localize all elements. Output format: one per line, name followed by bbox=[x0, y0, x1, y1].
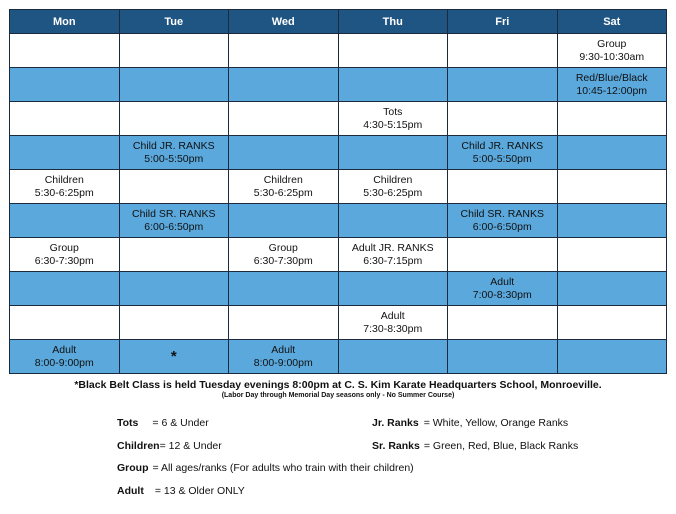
class-text: Child JR. RANKS bbox=[132, 139, 215, 152]
schedule-cell-sat bbox=[557, 272, 667, 306]
schedule-cell-mon bbox=[10, 136, 120, 170]
class-text: Child SR. RANKS bbox=[132, 207, 216, 220]
legend-term: Adult bbox=[117, 485, 144, 497]
schedule-cell-fri bbox=[448, 102, 558, 136]
schedule-cell-fri bbox=[448, 170, 558, 204]
schedule-cell-thu bbox=[338, 68, 448, 102]
class-text: Group bbox=[268, 241, 298, 254]
schedule-cell-thu bbox=[338, 102, 448, 136]
class-text: Adult bbox=[490, 275, 515, 288]
schedule-cell-sat bbox=[557, 102, 667, 136]
schedule-cell-mon bbox=[10, 34, 120, 68]
class-text: Red/Blue/Black bbox=[575, 71, 648, 84]
schedule-cell-tue bbox=[119, 68, 229, 102]
class-text: 5:30-6:25pm bbox=[34, 186, 94, 199]
class-text: 7:30-8:30pm bbox=[363, 322, 423, 335]
schedule-row bbox=[10, 272, 667, 306]
class-text: 8:00-9:00pm bbox=[34, 356, 94, 369]
schedule-cell-wed bbox=[229, 272, 339, 306]
class-text: 6:00-6:50pm bbox=[144, 220, 204, 233]
schedule-cell-mon bbox=[10, 238, 120, 272]
legend-desc: = 6 & Under bbox=[152, 417, 209, 429]
class-text: 8:00-9:00pm bbox=[253, 356, 313, 369]
legend-term: Jr. Ranks bbox=[372, 417, 419, 429]
schedule-cell-wed bbox=[229, 170, 339, 204]
day-header-mon: Mon bbox=[10, 10, 120, 34]
class-text: Children bbox=[263, 173, 303, 186]
black-belt-note: *Black Belt Class is held Tuesday evenings 8:00pm at C. S. Kim Karate Headquarters School, Monroeville. bbox=[74, 379, 602, 391]
legend-desc: = 13 & Older ONLY bbox=[154, 485, 245, 497]
class-text: 6:30-7:30pm bbox=[34, 254, 94, 267]
schedule-cell-mon bbox=[10, 306, 120, 340]
schedule-row bbox=[10, 34, 667, 68]
schedule-cell-sat bbox=[557, 238, 667, 272]
schedule-cell-sat bbox=[557, 204, 667, 238]
schedule-cell-mon bbox=[10, 340, 120, 374]
schedule-cell-fri bbox=[448, 272, 558, 306]
legend-adult bbox=[117, 485, 245, 497]
schedule-table bbox=[9, 9, 667, 374]
class-text: Child JR. RANKS bbox=[461, 139, 544, 152]
schedule-cell-sat bbox=[557, 34, 667, 68]
schedule-row bbox=[10, 68, 667, 102]
schedule-row bbox=[10, 238, 667, 272]
legend-desc: = Green, Red, Blue, Black Ranks bbox=[423, 440, 579, 452]
schedule-cell-thu bbox=[338, 204, 448, 238]
class-text: Adult bbox=[380, 309, 405, 322]
schedule-cell-fri bbox=[448, 306, 558, 340]
class-text: 4:30-5:15pm bbox=[363, 118, 423, 131]
schedule-cell-fri bbox=[448, 204, 558, 238]
schedule-cell-thu bbox=[338, 34, 448, 68]
season-note: (Labor Day through Memorial Day seasons only - No Summer Course) bbox=[221, 392, 455, 399]
class-text: 6:30-7:15pm bbox=[363, 254, 423, 267]
schedule-cell-tue bbox=[119, 238, 229, 272]
schedule-cell-thu bbox=[338, 272, 448, 306]
schedule-cell-mon bbox=[10, 170, 120, 204]
schedule-cell-wed bbox=[229, 34, 339, 68]
class-text: Adult bbox=[271, 343, 296, 356]
class-text: 6:30-7:30pm bbox=[253, 254, 313, 267]
schedule-cell-fri bbox=[448, 34, 558, 68]
class-text: 5:00-5:50pm bbox=[144, 152, 204, 165]
schedule-cell-thu bbox=[338, 238, 448, 272]
class-text: 9:30-10:30am bbox=[579, 50, 645, 63]
schedule-cell-tue bbox=[119, 306, 229, 340]
legend-desc: = White, Yellow, Orange Ranks bbox=[423, 417, 569, 429]
legend-desc: = 12 & Under bbox=[159, 440, 222, 452]
schedule-cell-wed bbox=[229, 306, 339, 340]
legend-term: Group bbox=[117, 462, 149, 474]
schedule-cell-sat bbox=[557, 68, 667, 102]
class-text: 10:45-12:00pm bbox=[576, 84, 648, 97]
schedule-cell-tue bbox=[119, 204, 229, 238]
class-text: 5:00-5:50pm bbox=[472, 152, 532, 165]
schedule-cell-sat bbox=[557, 136, 667, 170]
schedule-cell-mon bbox=[10, 68, 120, 102]
class-text: 5:30-6:25pm bbox=[363, 186, 423, 199]
legend-term: Children bbox=[117, 440, 160, 452]
day-header-tue: Tue bbox=[119, 10, 229, 34]
legend-term: Sr. Ranks bbox=[372, 440, 420, 452]
schedule-cell-fri bbox=[448, 136, 558, 170]
schedule-cell-sat bbox=[557, 340, 667, 374]
schedule-cell-wed bbox=[229, 136, 339, 170]
schedule-cell-wed bbox=[229, 68, 339, 102]
legend-jr-ranks bbox=[372, 417, 568, 429]
day-header-thu: Thu bbox=[338, 10, 448, 34]
schedule-cell-mon bbox=[10, 272, 120, 306]
schedule-cell-tue bbox=[119, 34, 229, 68]
schedule-cell-thu bbox=[338, 136, 448, 170]
black-belt-marker: * bbox=[170, 348, 177, 365]
legend-group bbox=[117, 462, 414, 474]
schedule-row bbox=[10, 204, 667, 238]
legend-tots bbox=[117, 417, 209, 429]
legend-desc: = All ages/ranks (For adults who train with their children) bbox=[152, 462, 414, 474]
class-text: Child SR. RANKS bbox=[460, 207, 544, 220]
day-header-sat: Sat bbox=[557, 10, 667, 34]
schedule-cell-fri bbox=[448, 238, 558, 272]
schedule-cell-wed bbox=[229, 238, 339, 272]
schedule-row bbox=[10, 306, 667, 340]
class-text: Group bbox=[597, 37, 627, 50]
schedule-cell-sat bbox=[557, 170, 667, 204]
class-text: Adult bbox=[52, 343, 77, 356]
class-text: Tots bbox=[383, 105, 403, 118]
class-text: 5:30-6:25pm bbox=[253, 186, 313, 199]
legend-term: Tots bbox=[117, 417, 139, 429]
schedule-cell-mon bbox=[10, 102, 120, 136]
class-text: Adult JR. RANKS bbox=[351, 241, 434, 254]
legend-children bbox=[117, 440, 222, 452]
class-text: Children bbox=[44, 173, 84, 186]
schedule-cell-wed bbox=[229, 102, 339, 136]
schedule-cell-tue bbox=[119, 272, 229, 306]
schedule-cell-mon bbox=[10, 204, 120, 238]
schedule-cell-thu bbox=[338, 340, 448, 374]
schedule-cell-tue bbox=[119, 340, 229, 374]
schedule-cell-tue bbox=[119, 136, 229, 170]
schedule-cell-tue bbox=[119, 102, 229, 136]
schedule-cell-tue bbox=[119, 170, 229, 204]
class-text: 6:00-6:50pm bbox=[472, 220, 532, 233]
schedule-row bbox=[10, 170, 667, 204]
schedule-cell-sat bbox=[557, 306, 667, 340]
schedule-row bbox=[10, 340, 667, 374]
schedule-cell-fri bbox=[448, 340, 558, 374]
schedule-cell-wed bbox=[229, 340, 339, 374]
class-text: Group bbox=[49, 241, 79, 254]
legend-sr-ranks bbox=[372, 440, 578, 452]
schedule-row bbox=[10, 102, 667, 136]
schedule-row bbox=[10, 136, 667, 170]
day-header-wed: Wed bbox=[229, 10, 339, 34]
class-text: 7:00-8:30pm bbox=[472, 288, 532, 301]
schedule-cell-thu bbox=[338, 306, 448, 340]
day-header-row bbox=[10, 10, 667, 34]
class-text: Children bbox=[373, 173, 413, 186]
schedule-cell-thu bbox=[338, 170, 448, 204]
schedule-cell-wed bbox=[229, 204, 339, 238]
day-header-fri: Fri bbox=[448, 10, 558, 34]
schedule-cell-fri bbox=[448, 68, 558, 102]
